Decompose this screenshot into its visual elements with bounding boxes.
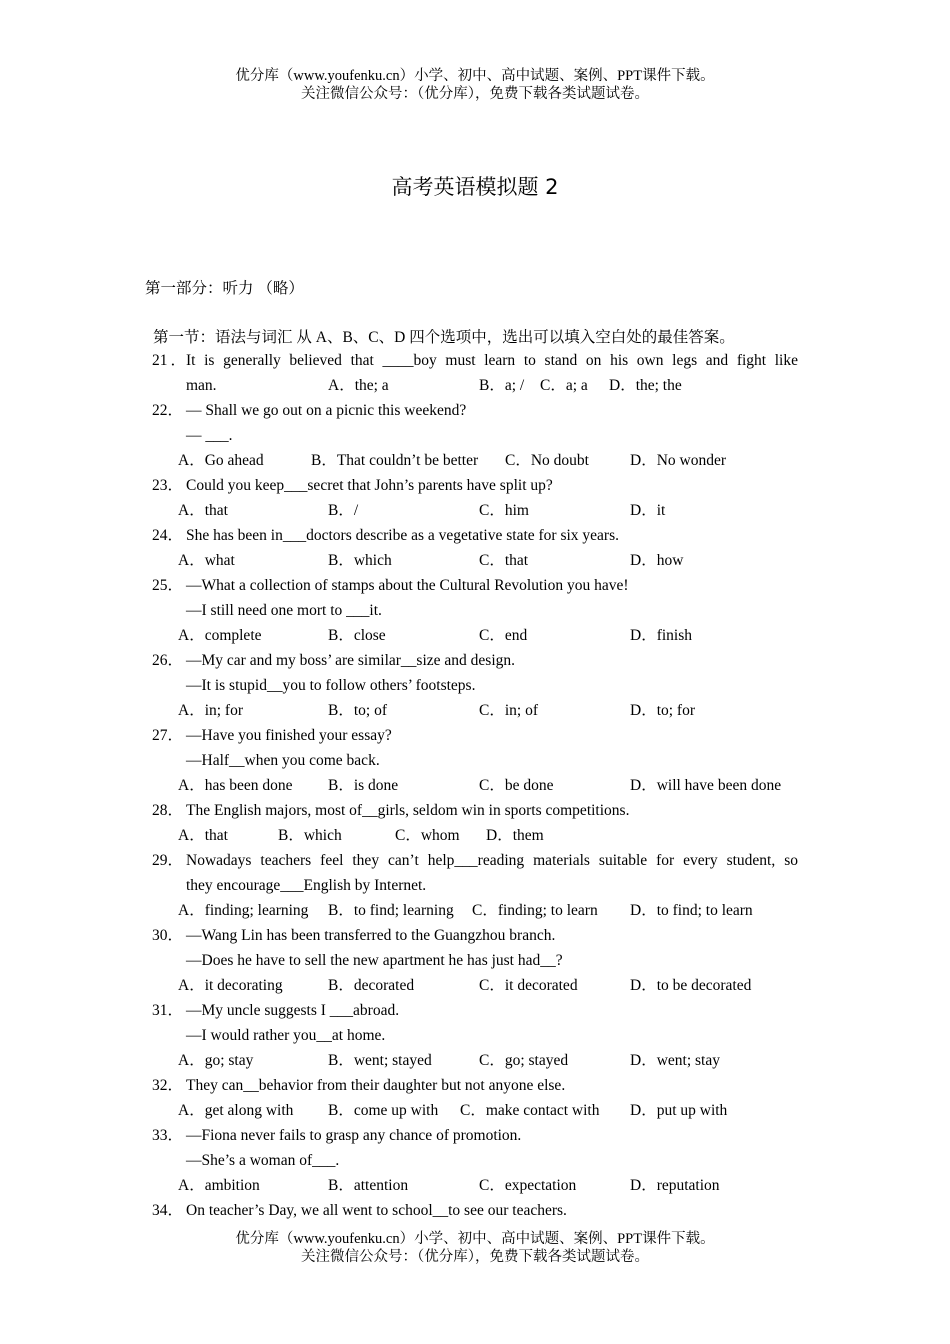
- option-c[interactable]: C．in; of: [479, 702, 538, 719]
- question-number: 22．: [152, 402, 184, 419]
- question-29: [152, 848, 798, 873]
- option-d[interactable]: D．it: [630, 502, 666, 519]
- question-continuation: —It is stupid__you to follow others’ footsteps.: [186, 677, 476, 694]
- option-a[interactable]: A．Go ahead: [178, 452, 264, 469]
- question-stem: They can__behavior from their daughter but not anyone else.: [186, 1077, 566, 1094]
- question-stem: —My car and my boss’ are similar__size and design.: [186, 652, 516, 669]
- header-line-2: 关注微信公众号：（优分库），免费下载各类试题试卷。: [301, 86, 649, 102]
- question-continuation: man.: [186, 377, 217, 394]
- question-23: [152, 473, 798, 498]
- option-a[interactable]: A．that: [178, 827, 228, 844]
- option-b[interactable]: B．come up with: [328, 1102, 439, 1119]
- option-a[interactable]: A．go; stay: [178, 1052, 254, 1069]
- option-b[interactable]: B．which: [328, 552, 392, 569]
- footer-line-1: 优分库（www.youfenku.cn）小学、初中、高中试题、案例、PPT课件下载。: [235, 1231, 715, 1247]
- question-number: 33．: [152, 1127, 184, 1144]
- option-d[interactable]: D．will have been done: [630, 777, 782, 794]
- option-a[interactable]: A．it decorating: [178, 977, 283, 994]
- option-d[interactable]: D．to be decorated: [630, 977, 752, 994]
- option-c[interactable]: C．him: [479, 502, 529, 519]
- question-number: 24．: [152, 527, 184, 544]
- option-d[interactable]: D．No wonder: [630, 452, 726, 469]
- option-b[interactable]: B．decorated: [328, 977, 415, 994]
- option-b[interactable]: B．a; /: [479, 377, 525, 394]
- question-stem: The English majors, most of__girls, seldom win in sports competitions.: [186, 802, 630, 819]
- question-number: 30．: [152, 927, 184, 944]
- option-a[interactable]: A．the; a: [328, 377, 389, 394]
- footer-line-2: 关注微信公众号：（优分库），免费下载各类试题试卷。: [301, 1249, 649, 1265]
- question-30: [152, 923, 798, 948]
- option-b[interactable]: B．which: [278, 827, 342, 844]
- option-d[interactable]: D．put up with: [630, 1102, 728, 1119]
- option-d[interactable]: D．the; the: [609, 377, 682, 394]
- option-c[interactable]: C．it decorated: [479, 977, 578, 994]
- question-stem: —My uncle suggests I ___abroad.: [186, 1002, 400, 1019]
- option-d[interactable]: D．reputation: [630, 1177, 720, 1194]
- option-a[interactable]: A．what: [178, 552, 235, 569]
- option-b[interactable]: B．close: [328, 627, 386, 644]
- option-c[interactable]: C．make contact with: [460, 1102, 600, 1119]
- question-number: 21．: [152, 352, 186, 369]
- question-34: [152, 1198, 798, 1223]
- question-25: [152, 573, 798, 598]
- option-d[interactable]: D．finish: [630, 627, 693, 644]
- option-d[interactable]: D．went; stay: [630, 1052, 720, 1069]
- question-continuation: —Half__when you come back.: [186, 752, 380, 769]
- question-continuation: —She’s a woman of___.: [186, 1152, 340, 1169]
- question-stem: Nowadays teachers feel they can’t help___reading materials suitable for every student, so: [186, 852, 798, 869]
- option-c[interactable]: C．whom: [395, 827, 460, 844]
- part-heading: 第一部分：听力 （略）: [145, 280, 304, 297]
- option-a[interactable]: A．get along with: [178, 1102, 294, 1119]
- option-b[interactable]: B．went; stayed: [328, 1052, 432, 1069]
- question-33: [152, 1123, 798, 1148]
- option-b[interactable]: B．attention: [328, 1177, 409, 1194]
- option-b[interactable]: B．to find; learning: [328, 902, 454, 919]
- question-number: 34．: [152, 1202, 184, 1219]
- question-stem: — Shall we go out on a picnic this weekend?: [186, 402, 467, 419]
- question-continuation: —Does he have to sell the new apartment he has just had__?: [186, 952, 563, 969]
- option-c[interactable]: C．a; a: [540, 377, 588, 394]
- option-d[interactable]: D．to; for: [630, 702, 696, 719]
- option-c[interactable]: C．that: [479, 552, 529, 569]
- question-number: 32．: [152, 1077, 184, 1094]
- question-22: [152, 398, 798, 423]
- question-stem: It is generally believed that ____boy must learn to stand on his own legs and fight like: [186, 352, 798, 369]
- question-continuation: —I would rather you__at home.: [186, 1027, 386, 1044]
- question-continuation: — ___.: [186, 427, 233, 444]
- option-d[interactable]: D．to find; to learn: [630, 902, 753, 919]
- option-c[interactable]: C．end: [479, 627, 528, 644]
- question-stem: On teacher’s Day, we all went to school__to see our teachers.: [186, 1202, 567, 1219]
- question-24: [152, 523, 798, 548]
- question-number: 26．: [152, 652, 184, 669]
- question-continuation: —I still need one mort to ___it.: [186, 602, 382, 619]
- question-32: [152, 1073, 798, 1098]
- question-stem: —Wang Lin has been transferred to the Guangzhou branch.: [186, 927, 556, 944]
- page-title: 高考英语模拟题 2: [391, 175, 559, 199]
- question-stem: —Fiona never fails to grasp any chance of promotion.: [186, 1127, 522, 1144]
- question-27: [152, 723, 798, 748]
- option-c[interactable]: C．expectation: [479, 1177, 577, 1194]
- option-b[interactable]: B．is done: [328, 777, 399, 794]
- question-21: [152, 348, 798, 373]
- question-number: 27．: [152, 727, 184, 744]
- header-line-1: 优分库（www.youfenku.cn）小学、初中、高中试题、案例、PPT课件下载。: [235, 68, 715, 84]
- option-a[interactable]: A．finding; learning: [178, 902, 309, 919]
- section-heading: 第一节：语法与词汇 从 A、B、C、D 四个选项中，选出可以填入空白处的最佳答案。: [153, 329, 735, 346]
- question-continuation: they encourage___English by Internet.: [186, 877, 427, 894]
- question-stem: She has been in___doctors describe as a vegetative state for six years.: [186, 527, 619, 544]
- question-31: [152, 998, 798, 1023]
- question-26: [152, 648, 798, 673]
- option-d[interactable]: D．them: [486, 827, 544, 844]
- option-d[interactable]: D．how: [630, 552, 684, 569]
- option-c[interactable]: C．be done: [479, 777, 554, 794]
- option-a[interactable]: A．ambition: [178, 1177, 260, 1194]
- question-number: 23．: [152, 477, 184, 494]
- option-b[interactable]: B．to; of: [328, 702, 387, 719]
- option-b[interactable]: B．/: [328, 502, 359, 519]
- option-b[interactable]: B．That couldn’t be better: [311, 452, 479, 469]
- question-28: [152, 798, 798, 823]
- option-c[interactable]: C．finding; to learn: [472, 902, 598, 919]
- option-a[interactable]: A．has been done: [178, 777, 293, 794]
- question-number: 31．: [152, 1002, 184, 1019]
- option-a[interactable]: A．in; for: [178, 702, 244, 719]
- question-number: 28．: [152, 802, 184, 819]
- question-stem: —What a collection of stamps about the Cultural Revolution you have!: [186, 577, 629, 594]
- option-c[interactable]: C．No doubt: [505, 452, 589, 469]
- question-number: 29．: [152, 852, 184, 869]
- option-a[interactable]: A．that: [178, 502, 228, 519]
- question-stem: —Have you finished your essay?: [186, 727, 392, 744]
- question-stem: Could you keep___secret that John’s parents have split up?: [186, 477, 553, 494]
- option-a[interactable]: A．complete: [178, 627, 262, 644]
- option-c[interactable]: C．go; stayed: [479, 1052, 569, 1069]
- question-number: 25．: [152, 577, 184, 594]
